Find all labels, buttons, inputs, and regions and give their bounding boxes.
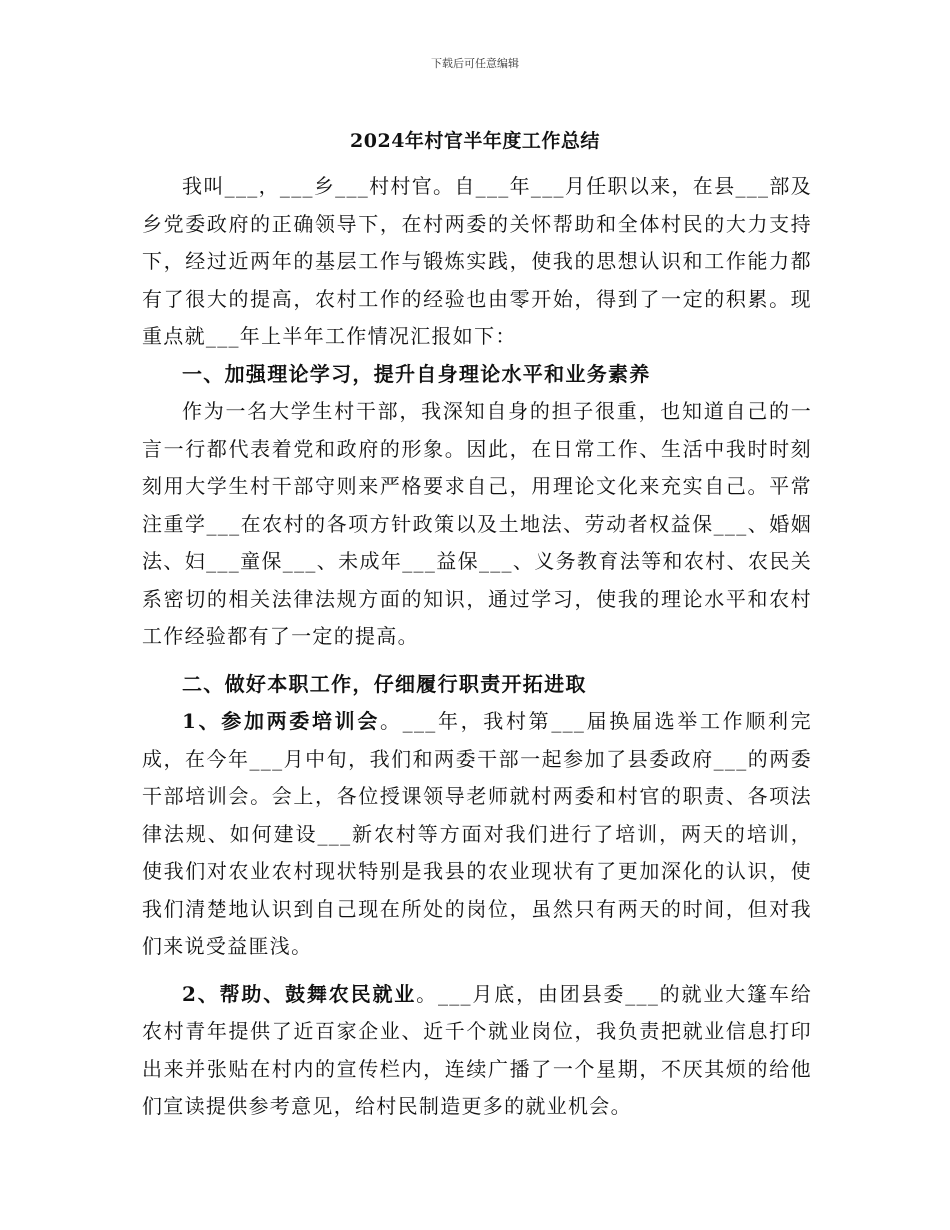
- intro-paragraph: 我叫___，___乡___村村官。自___年___月任职以来，在县___部及乡党委政府的正确领导下，在村两委的关怀帮助和全体村民的大力支持下，经过近两年的基层工作与锻炼实践，使我的思想认识和工作能力都有了很大的提高，农村工作的经验也由零开始，得到了一定的积累。现重点就___年上半年工作情况汇报如下：: [142, 174, 812, 348]
- document-body: [142, 168, 812, 1126]
- section-2-item-1-paragraph: [142, 703, 812, 966]
- section-2-item-1-lead: 1、参加两委培训会: [182, 709, 380, 733]
- section-1-heading: 一、加强理论学习，提升自身理论水平和业务素养: [182, 361, 651, 386]
- section-2-item-2-lead: 2、帮助、鼓舞农民就业: [182, 981, 417, 1006]
- section-2-item-2-paragraph: [142, 976, 812, 1126]
- document-title: 2024年村官半年度工作总结: [350, 130, 600, 152]
- section-1-paragraph: 作为一名大学生村干部，我深知自身的担子很重，也知道自己的一言一行都代表着党和政府的形象。因此，在日常工作、生活中我时时刻刻用大学生村干部守则来严格要求自己，用理论文化来充实自己。平常注重学___在农村的各项方针政策以及土地法、劳动者权益保___、婚姻法、妇___童保___、未成年___益保___、义务教育法等和农村、农民关系密切的相关法律法规方面的知识，通过学习，使我的理论水平和农村工作经验都有了一定的提高。: [142, 399, 812, 648]
- section-2-item-2-text: 。___月底，由团县委___的就业大篷车给农村青年提供了近百家企业、近千个就业岗位，我负责把就业信息打印出来并张贴在村内的宣传栏内，连续广播了一个星期，不厌其烦的给他们宣读提供参考意见，给村民制造更多的就业机会。: [142, 981, 812, 1118]
- section-2-item-1-text: 。___年，我村第___届换届选举工作顺利完成，在今年___月中旬，我们和两委干部一起参加了县委政府___的两委干部培训会。会上，各位授课领导老师就村两委和村官的职责、各项法律法规、如何建设___新农村等方面对我们进行了培训，两天的培训，使我们对农业农村现状特别是我县的农业现状有了更加深化的认识，使我们清楚地认识到自己现在所处的岗位，虽然只有两天的时间，但对我们来说受益匪浅。: [142, 709, 812, 958]
- section-2-heading: 二、做好本职工作，仔细履行职责开拓进取: [182, 671, 587, 696]
- header-note: 下载后可任意编辑: [431, 57, 519, 70]
